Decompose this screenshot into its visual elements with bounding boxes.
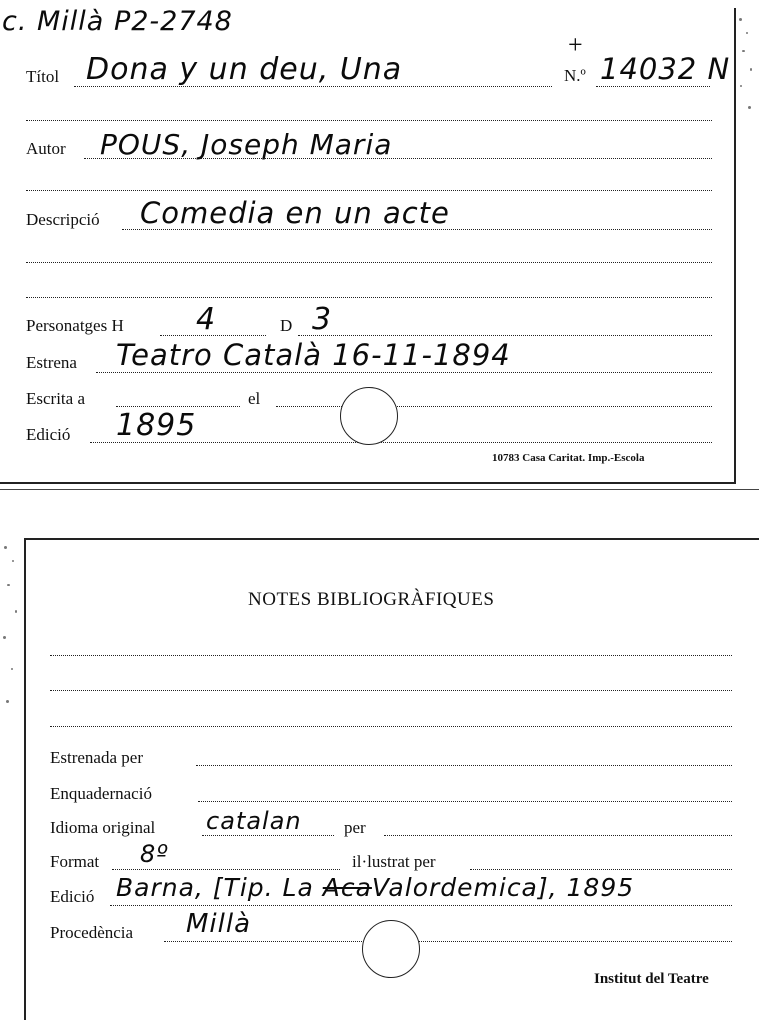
edicio2-value-b: Valordemica], 1895 bbox=[371, 873, 635, 902]
notes-line-1 bbox=[50, 655, 732, 656]
descripcio-value: Comedia en un acte bbox=[140, 196, 450, 230]
edicio2-label: Edició bbox=[50, 887, 95, 906]
punch-hole-bottom bbox=[362, 920, 420, 978]
notes-heading: NOTES BIBLIOGRÀFIQUES bbox=[248, 589, 495, 610]
personatges-label: Personatges H bbox=[26, 316, 124, 335]
imprint: 10783 Casa Caritat. Imp.-Escola bbox=[492, 452, 645, 464]
format-line bbox=[112, 869, 340, 870]
edicio2-line bbox=[110, 905, 732, 906]
procedencia-value: Millà bbox=[186, 909, 252, 939]
procedencia-line bbox=[164, 941, 732, 942]
format-value: 8º bbox=[140, 840, 169, 868]
personatges-h-value: 4 bbox=[196, 302, 217, 337]
scan-noise-bottom-left bbox=[0, 540, 22, 720]
notes-line-3 bbox=[50, 726, 732, 727]
autor-extra-line bbox=[26, 190, 712, 191]
estrena-label: Estrena bbox=[26, 353, 77, 372]
edicio2-struck: Aca bbox=[322, 873, 372, 902]
estrenada-label: Estrenada per bbox=[50, 748, 143, 767]
illustrat-label: il·lustrat per bbox=[352, 852, 436, 871]
scan-noise-top-right bbox=[736, 10, 758, 130]
personatges-d-label: D bbox=[280, 316, 293, 335]
edicio-value: 1895 bbox=[116, 408, 197, 443]
edicio2-value bbox=[116, 873, 634, 902]
titol-value: Dona y un deu, Una bbox=[86, 52, 403, 87]
enquadernacio-line bbox=[198, 801, 732, 802]
idioma-label: Idioma original bbox=[50, 818, 156, 837]
titol-label: Títol bbox=[26, 67, 60, 86]
illustrat-line bbox=[470, 869, 732, 870]
number-line bbox=[596, 86, 710, 87]
number-label: N.º bbox=[564, 66, 586, 85]
header-note: c. Millà P2-2748 bbox=[2, 6, 233, 37]
card-separator bbox=[0, 489, 759, 490]
titol-extra-line bbox=[26, 120, 712, 121]
descripcio-label: Descripció bbox=[26, 210, 100, 229]
idioma-per-label: per bbox=[344, 818, 366, 837]
autor-label: Autor bbox=[26, 139, 66, 158]
estrenada-line bbox=[196, 765, 732, 766]
estrena-value: Teatro Català 16-11-1894 bbox=[116, 338, 511, 372]
descripcio-extra-line-2 bbox=[26, 297, 712, 298]
idioma-value: catalan bbox=[206, 807, 302, 835]
procedencia-label: Procedència bbox=[50, 923, 134, 942]
institution-footer: Institut del Teatre bbox=[594, 971, 709, 987]
edicio2-value-a: Barna, [Tip. La bbox=[116, 873, 323, 902]
punch-hole-top bbox=[340, 387, 398, 445]
enquadernacio-label: Enquadernació bbox=[50, 784, 152, 803]
edicio-label: Edició bbox=[26, 425, 71, 444]
escrita-label: Escrita a bbox=[26, 389, 85, 408]
number-mark: + bbox=[568, 30, 583, 59]
escrita-line bbox=[116, 406, 240, 407]
idioma-per-line bbox=[384, 835, 732, 836]
estrena-line bbox=[96, 372, 712, 373]
personatges-d-line bbox=[298, 335, 712, 336]
notes-line-2 bbox=[50, 690, 732, 691]
escrita-el-label: el bbox=[248, 389, 261, 408]
personatges-d-value: 3 bbox=[312, 302, 333, 337]
idioma-line bbox=[202, 835, 334, 836]
descripcio-extra-line-1 bbox=[26, 262, 712, 263]
number-value: 14032 N bbox=[600, 52, 731, 86]
autor-value: POUS, Joseph Maria bbox=[100, 128, 393, 161]
format-label: Format bbox=[50, 852, 100, 871]
